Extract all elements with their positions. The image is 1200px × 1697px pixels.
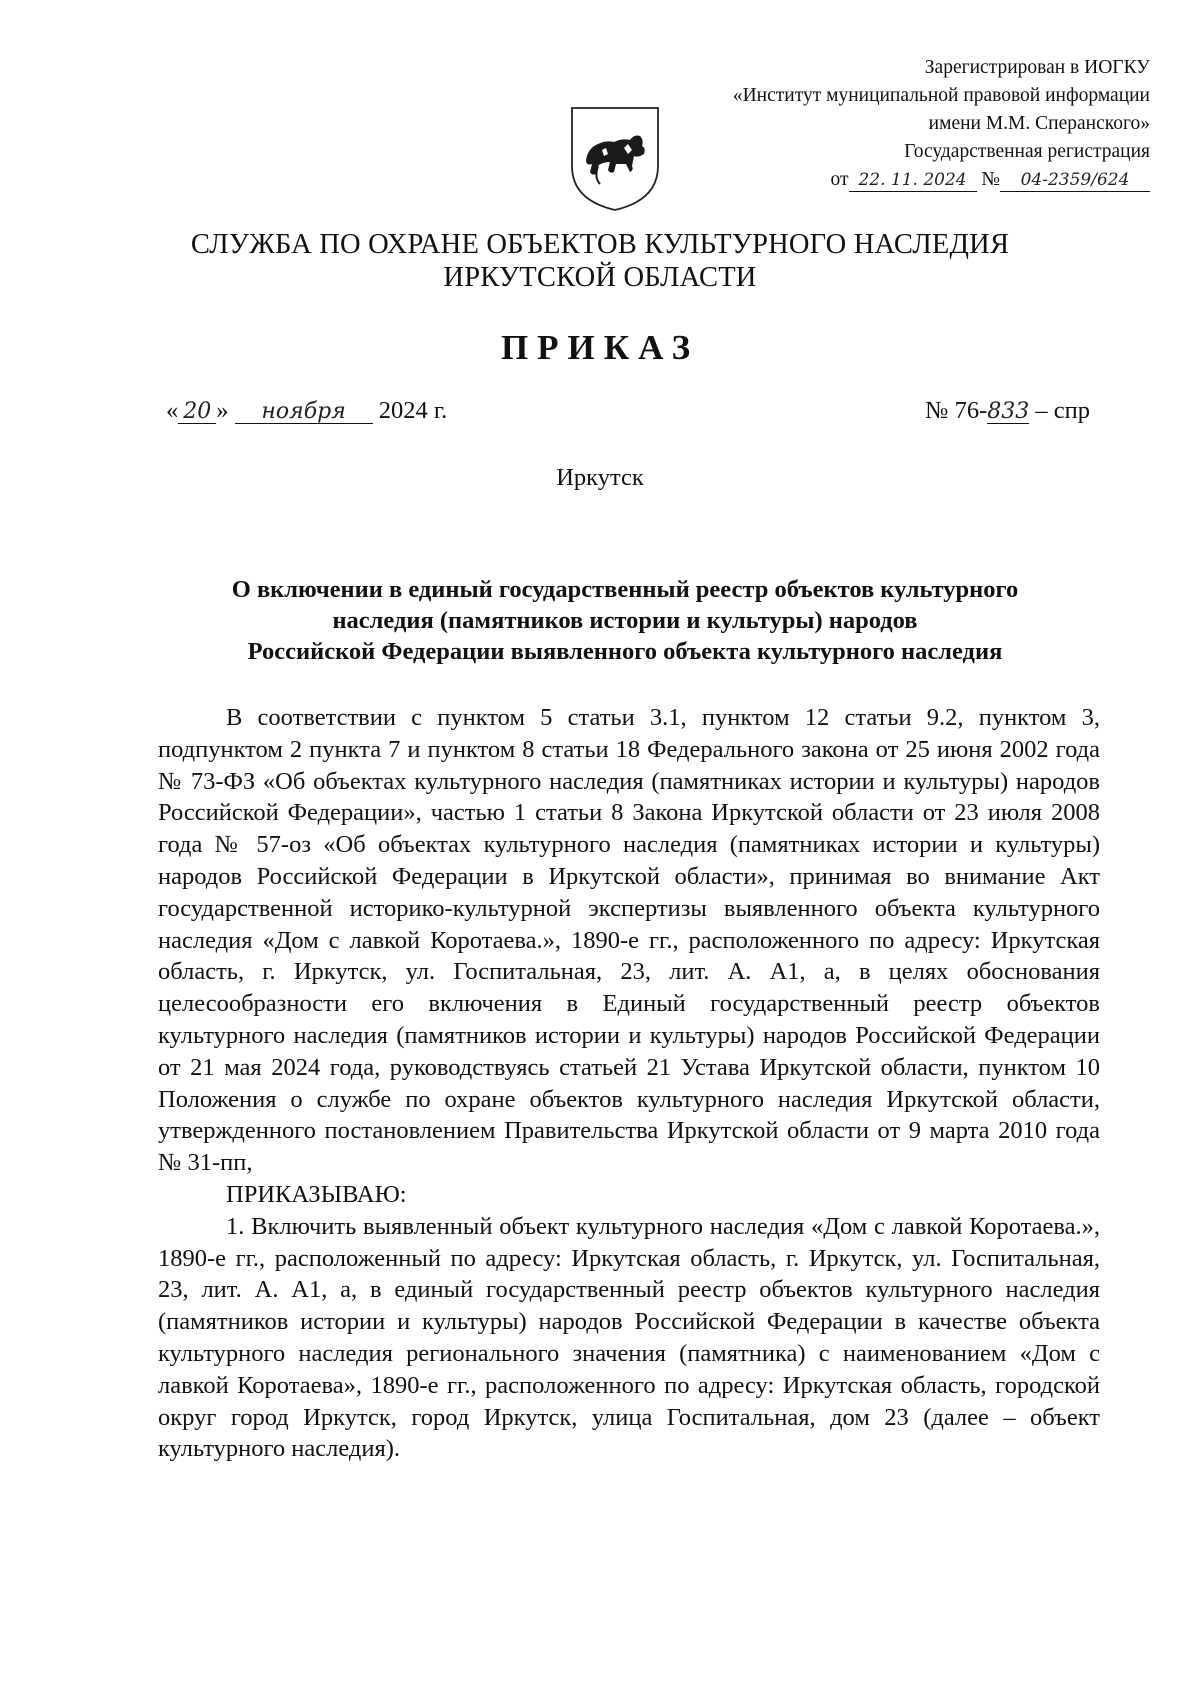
heading-line-3: Российской Федерации выявленного объекта культурного наследия xyxy=(247,638,1003,665)
date-month: ноября xyxy=(235,401,373,424)
agency-name xyxy=(0,228,1200,294)
registration-date-line xyxy=(590,166,1150,194)
date-day: 20 xyxy=(178,401,216,424)
agency-line-1: СЛУЖБА ПО ОХРАНЕ ОБЪЕКТОВ КУЛЬТУРНОГО НАСЛЕДИЯ xyxy=(190,229,1010,260)
document-type-title: ПРИКАЗ xyxy=(500,328,700,367)
number-prefix: № 76- xyxy=(925,397,988,424)
registration-from-prefix: от xyxy=(830,169,849,190)
date-close-quote: » xyxy=(216,397,229,424)
date-year: 2024 г. xyxy=(378,397,448,424)
order-date xyxy=(166,397,447,425)
coat-of-arms-icon xyxy=(568,104,662,214)
command-word: ПРИКАЗЫВАЮ: xyxy=(226,1180,407,1208)
registration-no-prefix: № xyxy=(981,169,1000,190)
number-value: 833 xyxy=(987,399,1030,424)
date-open-quote: « xyxy=(166,397,179,424)
heading-line-1: О включении в единый государственный реестр объектов культурного xyxy=(231,576,1019,603)
item-1-paragraph: 1. Включить выявленный объект культурного наследия «Дом с лавкой Коротаева.», 1890-е гг., расположенный по адресу: Иркутская область, г. Иркутск, ул. Госпитальная, 23, лит. А. А1, а, в единый государственный реестр объектов культурного наследия (памятников истории и культуры) народов Российской Федерации в качестве объекта культурного наследия регионального значения (памятника) с наименованием «Дом с лавкой Коротаева», 1890-е гг., расположенного по адресу: Иркутская область, городской округ город Иркутск, город Иркутск, улица Госпитальная, дом 23 (далее – объект культурного наследия). xyxy=(158,1212,1100,1463)
heading-line-2: наследия (памятников истории и культуры) народов xyxy=(332,607,918,634)
registration-line-4: Государственная регистрация xyxy=(904,141,1150,162)
order-body xyxy=(158,702,1100,1465)
registration-line-3: имени М.М. Сперанского» xyxy=(928,113,1150,134)
city: Иркутск xyxy=(556,464,644,491)
registration-stamp xyxy=(590,54,1150,194)
registration-line-1: Зарегистрирован в ИОГКУ xyxy=(924,57,1150,78)
registration-date: 22. 11. 2024 xyxy=(849,169,977,192)
registration-line-2: «Институт муниципальной правовой информации xyxy=(732,85,1150,106)
preamble-paragraph: В соответствии с пунктом 5 статьи 3.1, пунктом 12 статьи 9.2, пунктом 3, подпунктом 2 пункта 7 и пунктом 8 статьи 18 Федерального закона от 25 июня 2002 года № 73-ФЗ «Об объектах культурного наследия (памятниках истории и культуры) народов Российской Федерации», частью 1 статьи 8 Закона Иркутской области от 23 июля 2008 года № 57-оз «Об объектах культурного наследия (памятниках истории и культуры) народов Российской Федерации в Иркутской области», принимая во внимание Акт государственной историко-культурной экспертизы выявленного объекта культурного наследия «Дом с лавкой Коротаева.», 1890-е гг., расположенного по адресу: Иркутская область, г. Иркутск, ул. Госпитальная, 23, лит. А. А1, а, в целях обоснования целесообразности его включения в Единый государственный реестр объектов культурного наследия (памятников истории и культуры) народов Российской Федерации от 21 мая 2024 года, руководствуясь статьей 21 Устава Иркутской области, пунктом 10 Положения о службе по охране объектов культурного наследия Иркутской области, утвержденного постановлением Правительства Иркутской области от 9 марта 2010 года № 31-пп, xyxy=(158,704,1100,1177)
number-suffix: – спр xyxy=(1035,397,1090,424)
registration-number: 04-2359/624 xyxy=(1000,169,1150,192)
order-number xyxy=(925,397,1090,425)
agency-line-2: ИРКУТСКОЙ ОБЛАСТИ xyxy=(443,262,757,293)
order-heading xyxy=(150,574,1100,667)
